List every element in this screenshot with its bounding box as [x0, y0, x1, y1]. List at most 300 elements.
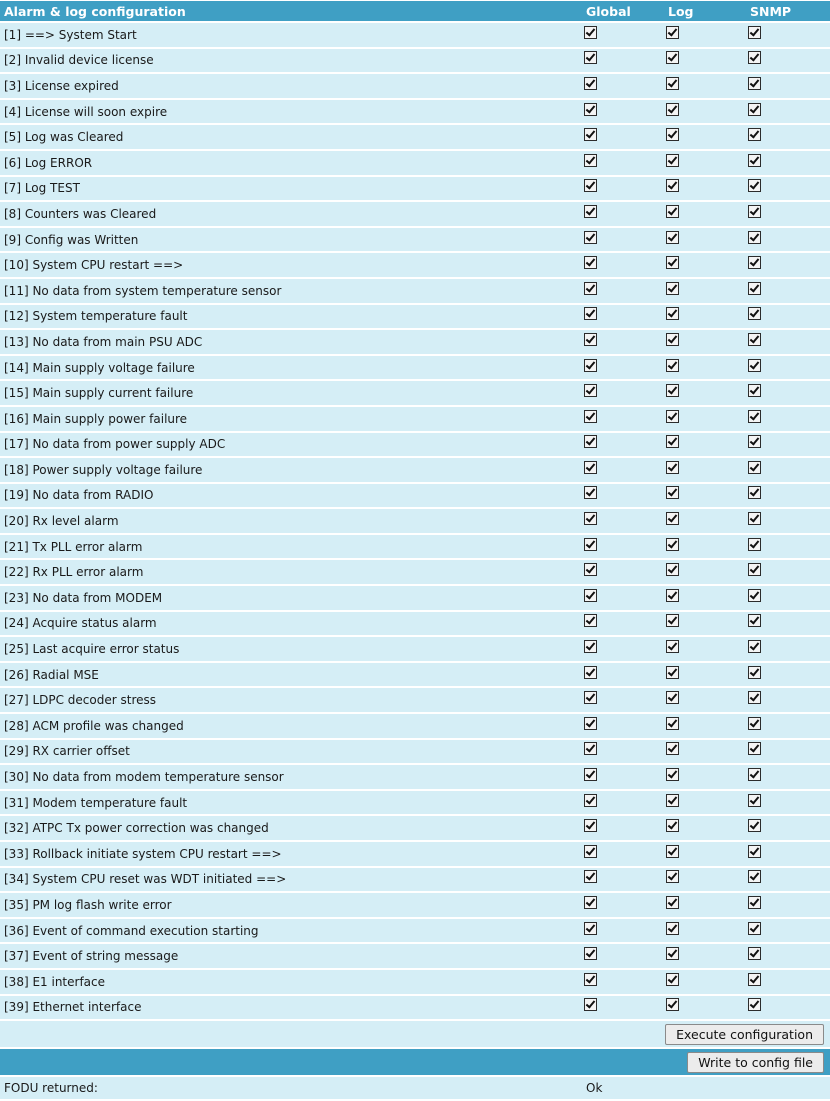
global-cell — [582, 484, 664, 508]
snmp-checkbox[interactable] — [748, 742, 761, 755]
global-checkbox[interactable] — [584, 333, 597, 346]
table-row — [0, 868, 830, 892]
log-checkbox[interactable] — [666, 794, 679, 807]
global-cell — [582, 791, 664, 815]
table-row — [0, 253, 830, 277]
snmp-cell — [746, 74, 830, 98]
global-checkbox[interactable] — [584, 384, 597, 397]
global-checkbox[interactable] — [584, 589, 597, 602]
global-cell — [582, 125, 664, 149]
snmp-checkbox[interactable] — [748, 307, 761, 320]
table-row — [0, 714, 830, 738]
table-row — [0, 202, 830, 226]
snmp-checkbox[interactable] — [748, 384, 761, 397]
log-checkbox[interactable] — [666, 384, 679, 397]
global-cell — [582, 49, 664, 73]
global-checkbox[interactable] — [584, 768, 597, 781]
table-row — [0, 612, 830, 636]
alarm-label: [33] Rollback initiate system CPU restart ==> — [0, 842, 582, 866]
snmp-cell — [746, 100, 830, 124]
snmp-checkbox[interactable] — [748, 231, 761, 244]
log-checkbox[interactable] — [666, 845, 679, 858]
log-cell — [664, 305, 746, 329]
table-row — [0, 433, 830, 457]
snmp-cell — [746, 509, 830, 533]
log-cell — [664, 919, 746, 943]
global-cell — [582, 535, 664, 559]
alarm-label: [15] Main supply current failure — [0, 381, 582, 405]
log-checkbox[interactable] — [666, 256, 679, 269]
snmp-cell — [746, 23, 830, 47]
log-cell — [664, 458, 746, 482]
log-checkbox[interactable] — [666, 486, 679, 499]
table-row — [0, 816, 830, 840]
log-cell — [664, 100, 746, 124]
global-checkbox[interactable] — [584, 922, 597, 935]
global-cell — [582, 509, 664, 533]
snmp-checkbox[interactable] — [748, 768, 761, 781]
alarm-label: [24] Acquire status alarm — [0, 612, 582, 636]
log-checkbox[interactable] — [666, 461, 679, 474]
table-row — [0, 893, 830, 917]
alarm-label: [19] No data from RADIO — [0, 484, 582, 508]
global-checkbox[interactable] — [584, 410, 597, 423]
snmp-cell — [746, 919, 830, 943]
log-cell — [664, 228, 746, 252]
table-row — [0, 765, 830, 789]
alarm-label: [30] No data from modem temperature sensor — [0, 765, 582, 789]
alarm-label: [28] ACM profile was changed — [0, 714, 582, 738]
alarm-label: [20] Rx level alarm — [0, 509, 582, 533]
global-checkbox[interactable] — [584, 231, 597, 244]
table-row — [0, 381, 830, 405]
snmp-checkbox[interactable] — [748, 563, 761, 576]
write-config-file-button[interactable]: Write to config file — [687, 1052, 824, 1073]
alarm-label: [22] Rx PLL error alarm — [0, 560, 582, 584]
snmp-checkbox[interactable] — [748, 103, 761, 116]
log-cell — [664, 663, 746, 687]
global-cell — [582, 688, 664, 712]
log-checkbox[interactable] — [666, 26, 679, 39]
log-checkbox[interactable] — [666, 819, 679, 832]
log-cell — [664, 356, 746, 380]
log-checkbox[interactable] — [666, 103, 679, 116]
table-row — [0, 509, 830, 533]
log-checkbox[interactable] — [666, 51, 679, 64]
alarm-label: [37] Event of string message — [0, 944, 582, 968]
snmp-checkbox[interactable] — [748, 845, 761, 858]
log-checkbox[interactable] — [666, 896, 679, 909]
column-header-log: Log — [664, 1, 746, 21]
global-cell — [582, 663, 664, 687]
global-cell — [582, 740, 664, 764]
global-checkbox[interactable] — [584, 26, 597, 39]
global-checkbox[interactable] — [584, 691, 597, 704]
snmp-cell — [746, 970, 830, 994]
snmp-checkbox[interactable] — [748, 973, 761, 986]
table-title: Alarm & log configuration — [0, 1, 582, 21]
global-cell — [582, 458, 664, 482]
global-cell — [582, 970, 664, 994]
log-checkbox[interactable] — [666, 614, 679, 627]
snmp-checkbox[interactable] — [748, 51, 761, 64]
global-checkbox[interactable] — [584, 640, 597, 653]
log-cell — [664, 868, 746, 892]
log-checkbox[interactable] — [666, 128, 679, 141]
snmp-cell — [746, 868, 830, 892]
log-checkbox[interactable] — [666, 231, 679, 244]
log-checkbox[interactable] — [666, 922, 679, 935]
log-checkbox[interactable] — [666, 768, 679, 781]
log-cell — [664, 740, 746, 764]
snmp-cell — [746, 151, 830, 175]
global-cell — [582, 356, 664, 380]
snmp-cell — [746, 944, 830, 968]
log-checkbox[interactable] — [666, 589, 679, 602]
alarm-label: [5] Log was Cleared — [0, 125, 582, 149]
log-cell — [664, 381, 746, 405]
snmp-checkbox[interactable] — [748, 947, 761, 960]
snmp-checkbox[interactable] — [748, 896, 761, 909]
snmp-cell — [746, 484, 830, 508]
snmp-cell — [746, 253, 830, 277]
snmp-checkbox[interactable] — [748, 77, 761, 90]
global-checkbox[interactable] — [584, 128, 597, 141]
table-row — [0, 842, 830, 866]
alarm-label: [4] License will soon expire — [0, 100, 582, 124]
global-checkbox[interactable] — [584, 51, 597, 64]
snmp-cell — [746, 816, 830, 840]
snmp-cell — [746, 330, 830, 354]
alarm-label: [13] No data from main PSU ADC — [0, 330, 582, 354]
snmp-cell — [746, 49, 830, 73]
status-value: Ok — [582, 1077, 830, 1099]
table-row — [0, 791, 830, 815]
global-cell — [582, 816, 664, 840]
table-row — [0, 663, 830, 687]
snmp-checkbox[interactable] — [748, 717, 761, 730]
snmp-checkbox[interactable] — [748, 154, 761, 167]
alarm-label: [25] Last acquire error status — [0, 637, 582, 661]
global-checkbox[interactable] — [584, 461, 597, 474]
table-row — [0, 407, 830, 431]
table-row — [0, 919, 830, 943]
log-cell — [664, 970, 746, 994]
table-row — [0, 996, 830, 1020]
log-cell — [664, 714, 746, 738]
log-cell — [664, 177, 746, 201]
global-cell — [582, 305, 664, 329]
global-checkbox[interactable] — [584, 845, 597, 858]
log-cell — [664, 330, 746, 354]
global-checkbox[interactable] — [584, 794, 597, 807]
table-row — [0, 560, 830, 584]
log-cell — [664, 612, 746, 636]
global-checkbox[interactable] — [584, 896, 597, 909]
alarm-label: [9] Config was Written — [0, 228, 582, 252]
global-checkbox[interactable] — [584, 154, 597, 167]
table-row — [0, 535, 830, 559]
global-cell — [582, 637, 664, 661]
alarm-label: [16] Main supply power failure — [0, 407, 582, 431]
log-checkbox[interactable] — [666, 179, 679, 192]
global-cell — [582, 765, 664, 789]
snmp-cell — [746, 535, 830, 559]
alarm-label: [29] RX carrier offset — [0, 740, 582, 764]
snmp-checkbox[interactable] — [748, 282, 761, 295]
log-checkbox[interactable] — [666, 410, 679, 423]
log-cell — [664, 842, 746, 866]
alarm-label: [31] Modem temperature fault — [0, 791, 582, 815]
alarm-label: [14] Main supply voltage failure — [0, 356, 582, 380]
table-row — [0, 356, 830, 380]
table-row — [0, 970, 830, 994]
log-cell — [664, 202, 746, 226]
global-checkbox[interactable] — [584, 103, 597, 116]
log-checkbox[interactable] — [666, 691, 679, 704]
snmp-checkbox[interactable] — [748, 870, 761, 883]
log-cell — [664, 944, 746, 968]
alarm-label: [11] No data from system temperature sensor — [0, 279, 582, 303]
table-row — [0, 125, 830, 149]
log-cell — [664, 791, 746, 815]
global-checkbox[interactable] — [584, 205, 597, 218]
write-row — [0, 1049, 830, 1075]
global-checkbox[interactable] — [584, 870, 597, 883]
alarm-label: [10] System CPU restart ==> — [0, 253, 582, 277]
snmp-checkbox[interactable] — [748, 922, 761, 935]
snmp-cell — [746, 458, 830, 482]
log-cell — [664, 407, 746, 431]
snmp-cell — [746, 996, 830, 1020]
log-cell — [664, 23, 746, 47]
snmp-checkbox[interactable] — [748, 26, 761, 39]
snmp-cell — [746, 228, 830, 252]
table-row — [0, 100, 830, 124]
alarm-label: [34] System CPU reset was WDT initiated ==> — [0, 868, 582, 892]
snmp-checkbox[interactable] — [748, 666, 761, 679]
log-cell — [664, 637, 746, 661]
log-cell — [664, 816, 746, 840]
alarm-label: [1] ==> System Start — [0, 23, 582, 47]
alarm-label: [8] Counters was Cleared — [0, 202, 582, 226]
log-checkbox[interactable] — [666, 640, 679, 653]
log-cell — [664, 484, 746, 508]
snmp-cell — [746, 842, 830, 866]
snmp-cell — [746, 560, 830, 584]
global-cell — [582, 433, 664, 457]
global-checkbox[interactable] — [584, 666, 597, 679]
snmp-cell — [746, 893, 830, 917]
snmp-checkbox[interactable] — [748, 794, 761, 807]
global-checkbox[interactable] — [584, 538, 597, 551]
global-cell — [582, 279, 664, 303]
column-header-snmp: SNMP — [746, 1, 830, 21]
global-cell — [582, 228, 664, 252]
snmp-checkbox[interactable] — [748, 512, 761, 525]
table-row — [0, 330, 830, 354]
global-cell — [582, 202, 664, 226]
alarm-label: [3] License expired — [0, 74, 582, 98]
snmp-checkbox[interactable] — [748, 998, 761, 1011]
log-checkbox[interactable] — [666, 359, 679, 372]
global-cell — [582, 23, 664, 47]
snmp-checkbox[interactable] — [748, 410, 761, 423]
global-checkbox[interactable] — [584, 359, 597, 372]
log-cell — [664, 74, 746, 98]
snmp-cell — [746, 612, 830, 636]
table-row — [0, 49, 830, 73]
global-checkbox[interactable] — [584, 486, 597, 499]
global-checkbox[interactable] — [584, 435, 597, 448]
global-cell — [582, 996, 664, 1020]
alarm-label: [17] No data from power supply ADC — [0, 433, 582, 457]
column-header-global: Global — [582, 1, 664, 21]
global-cell — [582, 842, 664, 866]
log-checkbox[interactable] — [666, 947, 679, 960]
execute-row — [0, 1021, 830, 1047]
alarm-label: [39] Ethernet interface — [0, 996, 582, 1020]
table-row — [0, 305, 830, 329]
alarm-label: [27] LDPC decoder stress — [0, 688, 582, 712]
global-checkbox[interactable] — [584, 614, 597, 627]
alarm-label: [38] E1 interface — [0, 970, 582, 994]
global-checkbox[interactable] — [584, 717, 597, 730]
global-cell — [582, 612, 664, 636]
snmp-checkbox[interactable] — [748, 461, 761, 474]
global-checkbox[interactable] — [584, 282, 597, 295]
snmp-checkbox[interactable] — [748, 691, 761, 704]
log-cell — [664, 535, 746, 559]
global-cell — [582, 919, 664, 943]
log-checkbox[interactable] — [666, 870, 679, 883]
global-checkbox[interactable] — [584, 307, 597, 320]
global-checkbox[interactable] — [584, 998, 597, 1011]
log-cell — [664, 560, 746, 584]
alarm-label: [26] Radial MSE — [0, 663, 582, 687]
snmp-checkbox[interactable] — [748, 435, 761, 448]
global-checkbox[interactable] — [584, 179, 597, 192]
table-row — [0, 151, 830, 175]
snmp-cell — [746, 356, 830, 380]
log-cell — [664, 586, 746, 610]
log-checkbox[interactable] — [666, 973, 679, 986]
table-row — [0, 228, 830, 252]
snmp-checkbox[interactable] — [748, 589, 761, 602]
log-checkbox[interactable] — [666, 666, 679, 679]
global-cell — [582, 560, 664, 584]
global-checkbox[interactable] — [584, 973, 597, 986]
snmp-cell — [746, 586, 830, 610]
table-row — [0, 177, 830, 201]
snmp-checkbox[interactable] — [748, 333, 761, 346]
log-checkbox[interactable] — [666, 282, 679, 295]
alarm-label: [32] ATPC Tx power correction was changed — [0, 816, 582, 840]
snmp-checkbox[interactable] — [748, 486, 761, 499]
global-checkbox[interactable] — [584, 947, 597, 960]
snmp-checkbox[interactable] — [748, 614, 761, 627]
snmp-cell — [746, 791, 830, 815]
table-header — [0, 1, 830, 21]
table-row — [0, 484, 830, 508]
table-row — [0, 279, 830, 303]
log-checkbox[interactable] — [666, 998, 679, 1011]
snmp-cell — [746, 305, 830, 329]
log-cell — [664, 125, 746, 149]
alarm-label: [2] Invalid device license — [0, 49, 582, 73]
log-checkbox[interactable] — [666, 435, 679, 448]
global-checkbox[interactable] — [584, 77, 597, 90]
log-checkbox[interactable] — [666, 512, 679, 525]
log-checkbox[interactable] — [666, 563, 679, 576]
execute-configuration-button[interactable]: Execute configuration — [665, 1024, 824, 1045]
log-checkbox[interactable] — [666, 333, 679, 346]
snmp-checkbox[interactable] — [748, 359, 761, 372]
table-row — [0, 740, 830, 764]
log-checkbox[interactable] — [666, 154, 679, 167]
snmp-cell — [746, 637, 830, 661]
log-checkbox[interactable] — [666, 538, 679, 551]
log-checkbox[interactable] — [666, 717, 679, 730]
table-row — [0, 637, 830, 661]
log-cell — [664, 49, 746, 73]
global-cell — [582, 330, 664, 354]
global-checkbox[interactable] — [584, 819, 597, 832]
snmp-cell — [746, 381, 830, 405]
log-cell — [664, 509, 746, 533]
snmp-cell — [746, 714, 830, 738]
snmp-checkbox[interactable] — [748, 205, 761, 218]
alarm-label: [35] PM log flash write error — [0, 893, 582, 917]
alarm-label: [21] Tx PLL error alarm — [0, 535, 582, 559]
snmp-checkbox[interactable] — [748, 179, 761, 192]
snmp-cell — [746, 433, 830, 457]
snmp-checkbox[interactable] — [748, 640, 761, 653]
log-checkbox[interactable] — [666, 77, 679, 90]
table-row — [0, 688, 830, 712]
global-cell — [582, 177, 664, 201]
global-cell — [582, 944, 664, 968]
log-cell — [664, 279, 746, 303]
global-checkbox[interactable] — [584, 563, 597, 576]
snmp-checkbox[interactable] — [748, 128, 761, 141]
global-cell — [582, 74, 664, 98]
table-row — [0, 586, 830, 610]
snmp-checkbox[interactable] — [748, 819, 761, 832]
global-checkbox[interactable] — [584, 512, 597, 525]
snmp-cell — [746, 740, 830, 764]
log-checkbox[interactable] — [666, 205, 679, 218]
global-cell — [582, 100, 664, 124]
alarm-label: [23] No data from MODEM — [0, 586, 582, 610]
global-cell — [582, 381, 664, 405]
alarm-label: [7] Log TEST — [0, 177, 582, 201]
snmp-checkbox[interactable] — [748, 256, 761, 269]
snmp-cell — [746, 202, 830, 226]
log-checkbox[interactable] — [666, 307, 679, 320]
global-cell — [582, 868, 664, 892]
snmp-checkbox[interactable] — [748, 538, 761, 551]
snmp-cell — [746, 688, 830, 712]
global-checkbox[interactable] — [584, 256, 597, 269]
log-cell — [664, 253, 746, 277]
status-label: FODU returned: — [0, 1077, 582, 1099]
alarm-label: [6] Log ERROR — [0, 151, 582, 175]
log-checkbox[interactable] — [666, 742, 679, 755]
global-checkbox[interactable] — [584, 742, 597, 755]
log-cell — [664, 433, 746, 457]
snmp-cell — [746, 407, 830, 431]
